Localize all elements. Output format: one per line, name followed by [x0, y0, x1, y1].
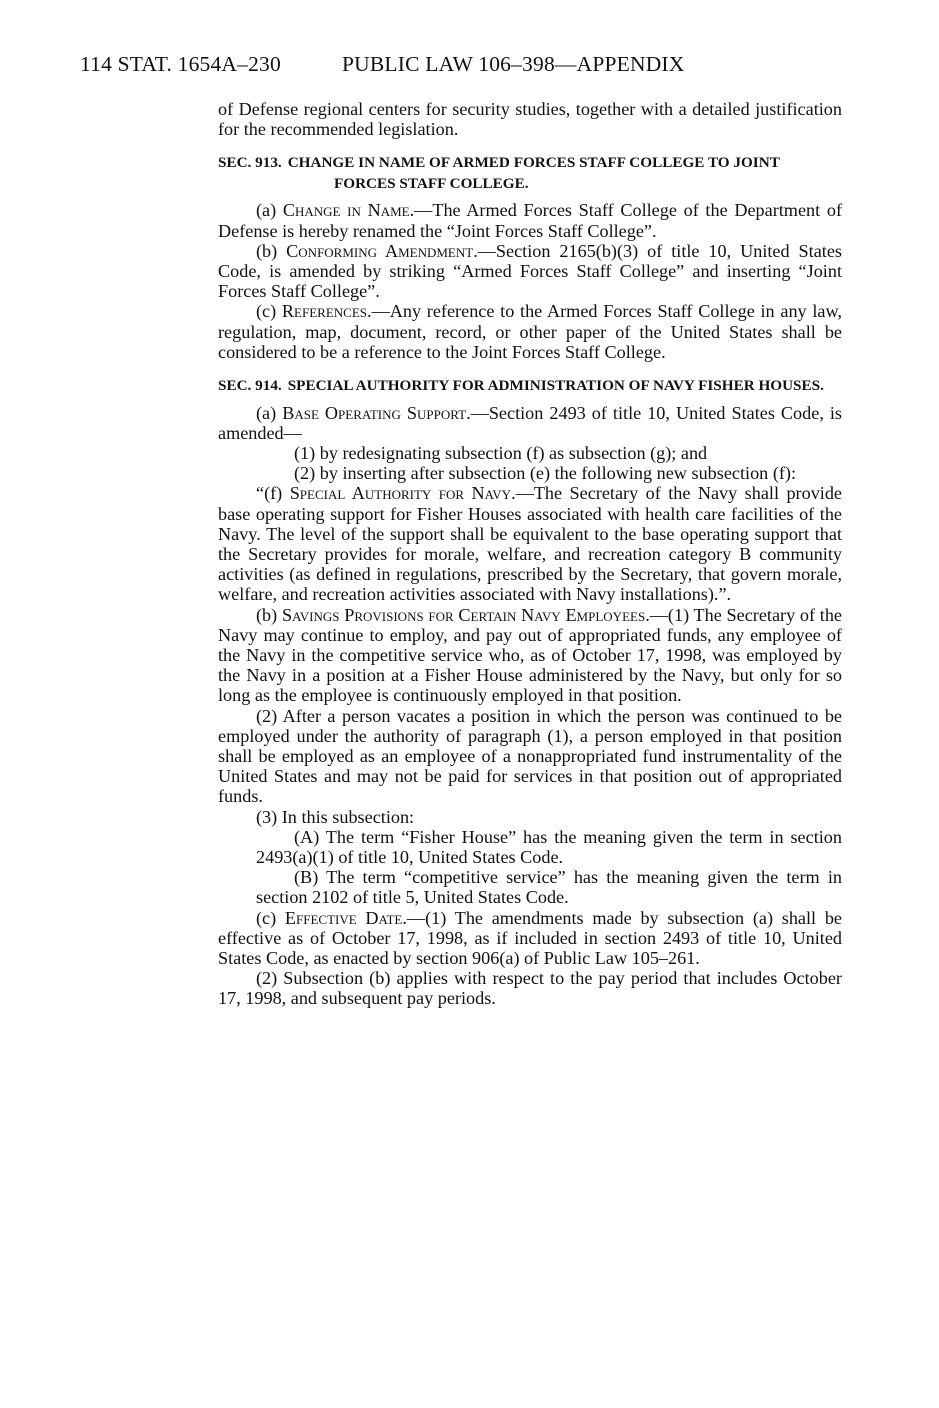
sec914-subsection-a: [218, 403, 842, 443]
sec914-b-subparagraph-b: (B) The term “competitive service” has the meaning given the term in section 2102 of title 5, United States Code.: [256, 867, 842, 908]
subsection-label: (a): [256, 402, 277, 423]
subsection-heading: Base Operating Support: [282, 402, 467, 423]
document-body: [218, 99, 842, 1009]
subsection-heading: Special Authority for Navy: [289, 483, 512, 504]
sec914-quoted-subsection-f: [218, 483, 842, 604]
page-header: [80, 52, 685, 77]
sec914-a-paragraph-2: (2) by inserting after subsection (e) the following new subsection (f):: [294, 463, 797, 484]
subsection-heading: References: [281, 301, 368, 322]
subsection-text: .—Any reference to the Armed Forces Staff College in any law, regulation, map, document, record, or other paper of the United States shall be considered to be a reference to the Joint Forces Staff College.: [218, 301, 842, 362]
subsection-heading: Savings Provisions for Certain Navy Employees: [281, 604, 646, 625]
section-number: SEC. 914.: [218, 377, 282, 395]
sec914-a-paragraph-1: (1) by redesignating subsection (f) as subsection (g); and: [294, 442, 708, 463]
sec914-b-paragraph-2: (2) After a person vacates a position in which the person was continued to be employed under the authority of paragraph (1), a person employed in that position shall be employed as an employee of a nonappropriated fund instrumentality of the United States and may not be paid for services in that position out of appropriated funds.: [218, 705, 842, 807]
subsection-heading: Change in Name: [282, 200, 410, 221]
section-number: SEC. 913.: [218, 154, 282, 172]
public-law-title: PUBLIC LAW 106–398—APPENDIX: [342, 52, 685, 76]
sec914-b-subparagraph-a: (A) The term “Fisher House” has the meaning given the term in section 2493(a)(1) of title 10, United States Code.: [256, 826, 842, 867]
section-title: CHANGE IN NAME OF ARMED FORCES STAFF COLLEGE TO JOINT FORCES STAFF COLLEGE.: [287, 154, 780, 192]
subsection-text: .—Section 2493 of title 10, United States Code, is amended—: [218, 402, 843, 443]
subsection-text: .—(1) The Secretary of the Navy may continue to employ, and pay out of appropriated funds, any employee of the Navy in the competitive service who, as of October 17, 1998, was employed by the Navy in a position at a Fisher House administered by the Navy, but only for so long as the employee is continuously employed in that position.: [218, 604, 842, 706]
sec913-subsection-b: [218, 241, 842, 302]
section-title: SPECIAL AUTHORITY FOR ADMINISTRATION OF NAVY FISHER HOUSES.: [287, 377, 824, 395]
subsection-label: (a): [256, 200, 277, 221]
subsection-heading: Effective Date: [284, 907, 403, 928]
section-913-heading: [218, 153, 842, 194]
subsection-label: (c): [256, 301, 277, 322]
subsection-text: .—Section 2165(b)(3) of title 10, United States Code, is amended by striking “Armed Forces Staff College” and inserting “Joint Forces Staff College”.: [218, 240, 842, 302]
sec914-subsection-c: [218, 908, 842, 969]
subsection-label: (b): [256, 240, 278, 261]
sec914-subsection-b: [218, 605, 842, 706]
sec914-c-paragraph-2: (2) Subsection (b) applies with respect to the pay period that includes October 17, 1998, and subsequent pay periods.: [218, 968, 842, 1009]
subsection-label: “(f): [256, 483, 283, 504]
subsection-text: .—(1) The amendments made by subsection (a) shall be effective as of October 17, 1998, as if included in section 2493 of title 10, United States Code, as enacted by section 906(a) of Public Law 105–261.: [218, 907, 842, 969]
intro-paragraph: of Defense regional centers for security studies, together with a detailed justification for the recommended legislation.: [218, 99, 842, 140]
subsection-label: (c): [256, 907, 277, 928]
subsection-text: .—The Armed Forces Staff College of the Department of Defense is hereby renamed the “Joint Forces Staff College”.: [218, 200, 843, 241]
subsection-heading: Conforming Amendment: [286, 240, 474, 261]
statute-citation: 114 STAT. 1654A–230: [80, 52, 281, 76]
sec914-b-paragraph-3: (3) In this subsection:: [256, 806, 415, 827]
subsection-label: (b): [256, 604, 278, 625]
sec913-subsection-a: [218, 200, 842, 240]
sec913-subsection-c: [218, 301, 842, 362]
section-914-heading: [218, 376, 842, 397]
subsection-text: .—The Secretary of the Navy shall provide base operating support for Fisher Houses associated with health care facilities of the Navy. The level of the support shall be equivalent to the base operating support that the Secretary provides for morale, welfare, and recreation category B community activities (as defined in regulations, prescribed by the Secretary, that govern morale, welfare, and recreation activities associated with Navy installations).”.: [218, 483, 843, 605]
